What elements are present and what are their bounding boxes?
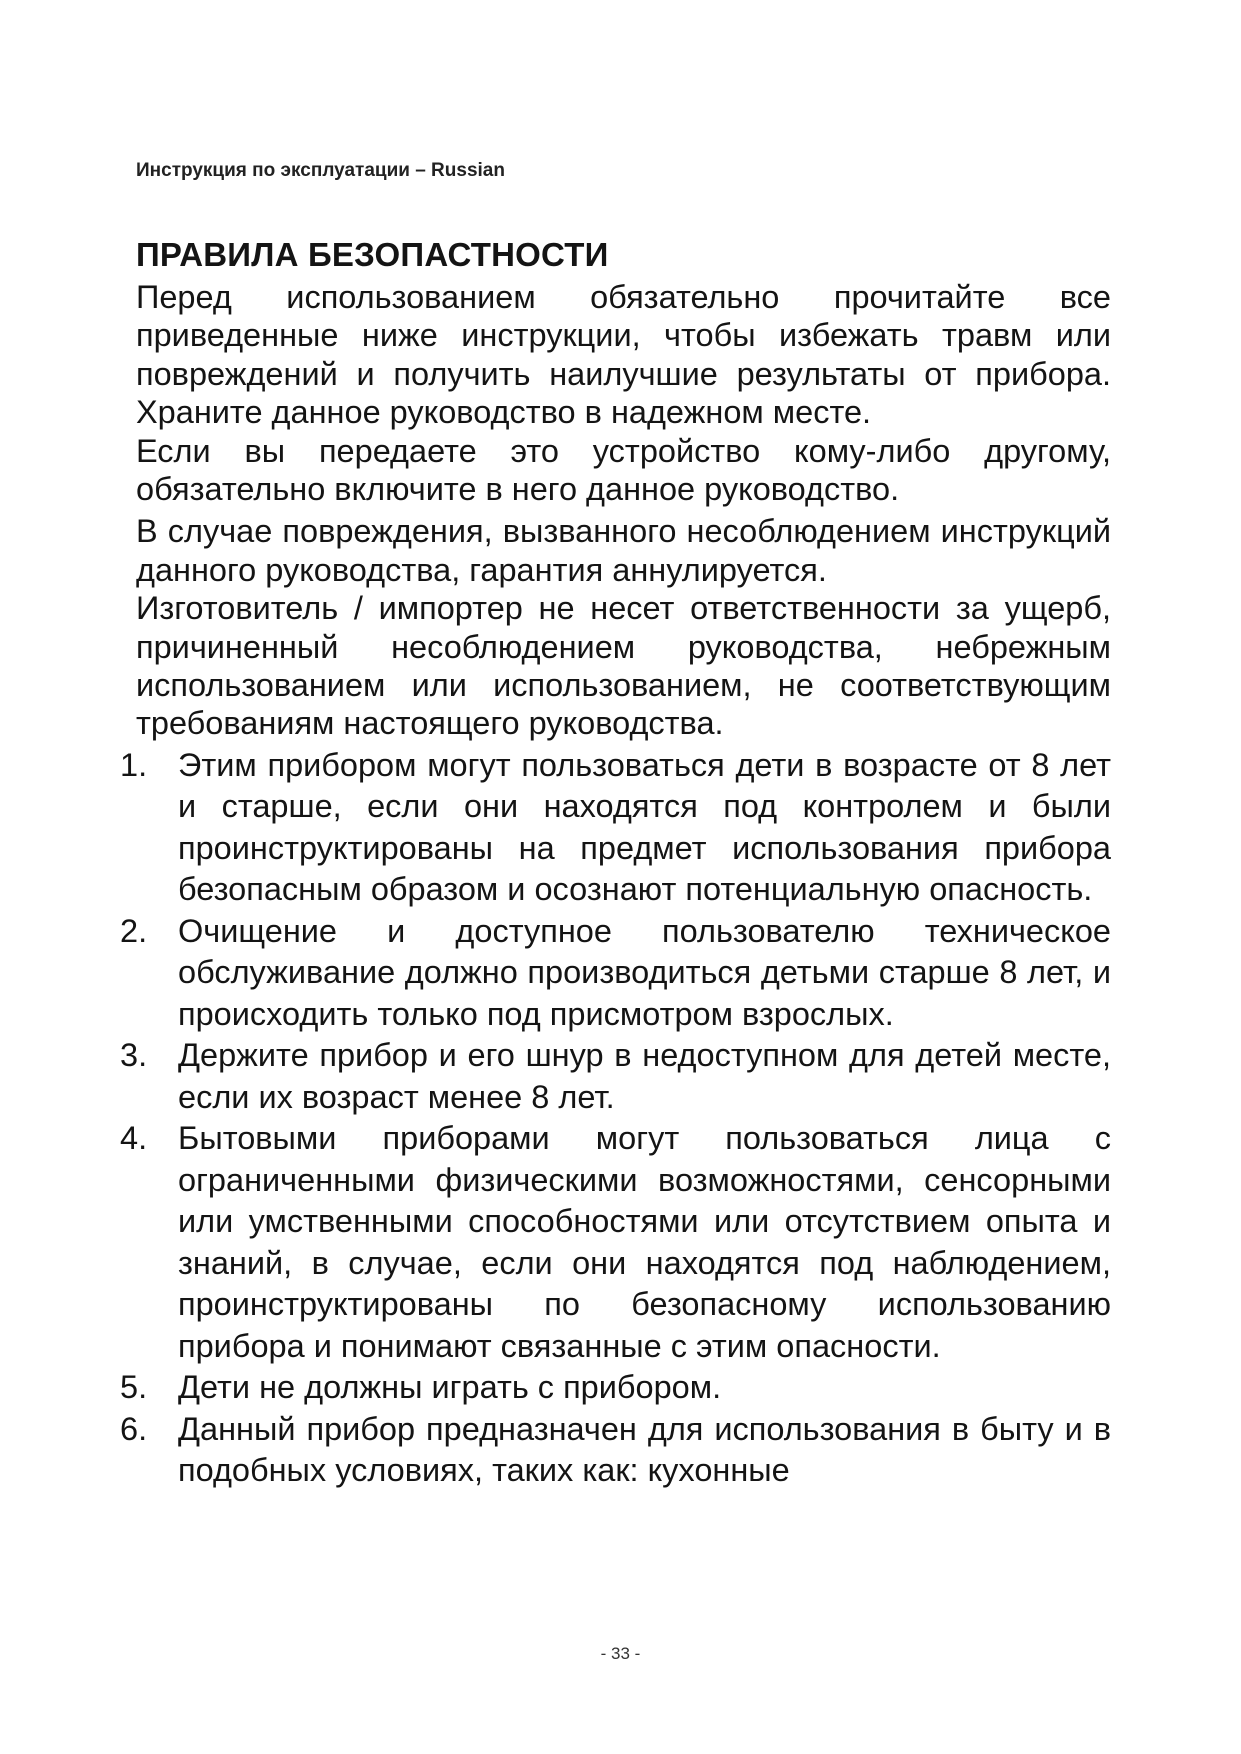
document-header: Инструкция по эксплуатации – Russian [136, 160, 505, 181]
safety-rules-list [120, 745, 1111, 1492]
list-item [120, 1035, 1111, 1118]
list-item-number: 3. [120, 1037, 148, 1074]
list-item [120, 745, 1111, 911]
list-item-text: Данный прибор предназначен для использования в быту и в подобных условиях, таких как: кухонные [178, 1410, 1111, 1489]
page-number: - 33 - [600, 1644, 641, 1663]
list-item-text: Очищение и доступное пользователю техническое обслуживание должно производиться детьми старше 8 лет, и происходить только под присмотром взрослых. [178, 912, 1111, 1032]
liability-paragraph: Изготовитель / импортер не несет ответственности за ущерб, причиненный несоблюдением руководства, небрежным использованием или использованием, не соответствующим требованиям настоящего руководства. [136, 590, 1111, 742]
list-item-number: 1. [120, 746, 148, 783]
list-item-number: 5. [120, 1369, 148, 1406]
list-item [120, 1409, 1111, 1492]
list-item [120, 911, 1111, 1036]
list-item-text: Держите прибор и его шнур в недоступном для детей месте, если их возраст менее 8 лет. [178, 1037, 1111, 1115]
list-item-number: 2. [120, 912, 148, 949]
list-item [120, 1367, 1111, 1409]
list-item-text: Этим прибором могут пользоваться дети в возрасте от 8 лет и старше, если они находятся под контролем и были проинструктированы на предмет использования прибора безопасным образом и осознают потенциальную опасность. [178, 746, 1111, 908]
transfer-paragraph: Если вы передаете это устройство кому-либо другому, обязательно включите в него данное руководство. [136, 432, 1111, 508]
list-item-text: Бытовыми приборами могут пользоваться лица с ограниченными физическими возможностями, сенсорными или умственными способностями или отсутствием опыта и знаний, в случае, если они находятся под наблюдением, проинструктированы по безопасному использованию прибора и понимают связанные с этим опасности. [178, 1120, 1111, 1364]
list-item-number: 6. [120, 1410, 148, 1447]
list-item-text: Дети не должны играть с прибором. [178, 1369, 722, 1406]
intro-paragraph: Перед использованием обязательно прочитайте все приведенные ниже инструкции, чтобы избежать травм или повреждений и получить наилучшие результаты от прибора. Храните данное руководство в надежном месте. [136, 279, 1111, 431]
warranty-paragraph: В случае повреждения, вызванного несоблюдением инструкций данного руководства, гарантия аннулируется. [136, 513, 1111, 588]
list-item [120, 1118, 1111, 1367]
list-item-number: 4. [120, 1120, 148, 1157]
section-title: ПРАВИЛА БЕЗОПАСТНОСТИ [136, 236, 609, 273]
main-content [120, 278, 1111, 1492]
